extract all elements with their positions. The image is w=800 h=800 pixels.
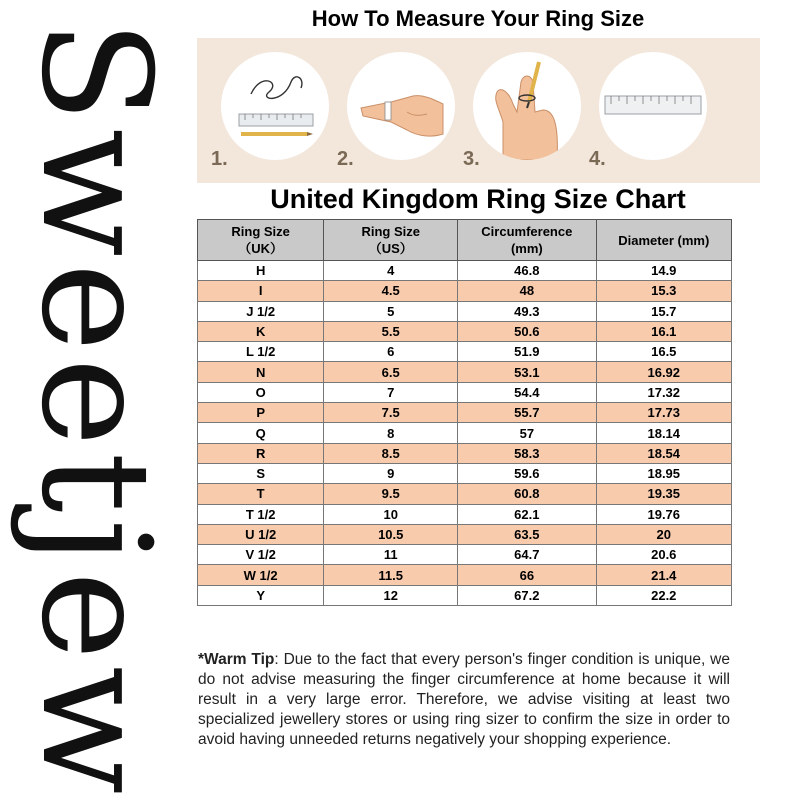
warm-tip-text: : Due to the fact that every person's finger condition is unique, we do not advise measuring the finger circumference at home because it will result in a very large error. Therefore, we advise visiting at least two specialized jewellery stores or using ring sizer to confirm the size in order to avoid having unneeded returns negatively your shopping experience. [198, 651, 730, 748]
header-us-line2: （US） [368, 241, 413, 256]
how-to-title: How To Measure Your Ring Size [311, 6, 645, 31]
step-3-number: 3. [463, 148, 480, 170]
cell-circumference: 64.7 [458, 545, 596, 565]
cell-ring-size-uk: H [198, 261, 324, 281]
cell-diameter: 17.32 [596, 382, 731, 402]
table-row [198, 403, 732, 423]
cell-ring-size-us: 10.5 [324, 524, 458, 544]
cell-circumference: 53.1 [458, 362, 596, 382]
step-2-number: 2. [337, 148, 354, 170]
cell-ring-size-us: 11.5 [324, 565, 458, 585]
cell-circumference: 46.8 [458, 261, 596, 281]
cell-circumference: 59.6 [458, 463, 596, 483]
table-row [198, 463, 732, 483]
cell-ring-size-uk: I [198, 281, 324, 301]
table-row [198, 281, 732, 301]
step-4-illustration [599, 52, 707, 160]
cell-diameter: 22.2 [596, 585, 731, 605]
cell-circumference: 60.8 [458, 484, 596, 504]
cell-ring-size-us: 8.5 [324, 443, 458, 463]
cell-diameter: 14.9 [596, 261, 731, 281]
cell-circumference: 49.3 [458, 301, 596, 321]
table-row [198, 321, 732, 341]
cell-ring-size-us: 5 [324, 301, 458, 321]
table-row [198, 342, 732, 362]
table-row [198, 524, 732, 544]
cell-ring-size-uk: U 1/2 [198, 524, 324, 544]
cell-diameter: 19.35 [596, 484, 731, 504]
header-circ-line2: (mm) [510, 241, 543, 256]
cell-ring-size-uk: O [198, 382, 324, 402]
table-row [198, 382, 732, 402]
header-uk-line1: Ring Size [231, 224, 290, 239]
cell-diameter: 15.3 [596, 281, 731, 301]
header-circumference [458, 220, 596, 261]
cell-circumference: 57 [458, 423, 596, 443]
cell-ring-size-uk: Q [198, 423, 324, 443]
table-row [198, 423, 732, 443]
cell-ring-size-us: 12 [324, 585, 458, 605]
cell-diameter: 15.7 [596, 301, 731, 321]
cell-circumference: 67.2 [458, 585, 596, 605]
cell-ring-size-uk: N [198, 362, 324, 382]
cell-diameter: 18.54 [596, 443, 731, 463]
table-row [198, 484, 732, 504]
header-ring-size-us [324, 220, 458, 261]
cell-ring-size-us: 5.5 [324, 321, 458, 341]
cell-ring-size-us: 10 [324, 504, 458, 524]
step-2 [337, 52, 457, 170]
header-uk-line2: （UK） [238, 241, 284, 256]
cell-diameter: 18.14 [596, 423, 731, 443]
cell-ring-size-uk: L 1/2 [198, 342, 324, 362]
cell-ring-size-uk: T 1/2 [198, 504, 324, 524]
cell-diameter: 21.4 [596, 565, 731, 585]
cell-diameter: 17.73 [596, 403, 731, 423]
cell-diameter: 19.76 [596, 504, 731, 524]
step-1-number: 1. [211, 148, 228, 170]
cell-circumference: 66 [458, 565, 596, 585]
header-us-line1: Ring Size [361, 224, 420, 239]
warm-tip [198, 650, 730, 750]
step-3-illustration [473, 52, 581, 160]
table-row [198, 443, 732, 463]
table-body [198, 261, 732, 606]
cell-ring-size-us: 4.5 [324, 281, 458, 301]
table-row [198, 504, 732, 524]
table-row [198, 585, 732, 605]
cell-ring-size-us: 7 [324, 382, 458, 402]
ring-size-table [197, 219, 732, 606]
warm-tip-label: *Warm Tip [198, 651, 275, 668]
cell-ring-size-us: 8 [324, 423, 458, 443]
cell-ring-size-uk: P [198, 403, 324, 423]
cell-circumference: 51.9 [458, 342, 596, 362]
cell-ring-size-uk: R [198, 443, 324, 463]
steps-panel [197, 38, 760, 183]
cell-circumference: 48 [458, 281, 596, 301]
step-1 [211, 52, 331, 170]
cell-circumference: 55.7 [458, 403, 596, 423]
step-4-number: 4. [589, 148, 606, 170]
cell-ring-size-uk: K [198, 321, 324, 341]
cell-circumference: 62.1 [458, 504, 596, 524]
cell-ring-size-uk: W 1/2 [198, 565, 324, 585]
cell-diameter: 16.92 [596, 362, 731, 382]
cell-ring-size-us: 6.5 [324, 362, 458, 382]
cell-ring-size-uk: Y [198, 585, 324, 605]
cell-ring-size-us: 7.5 [324, 403, 458, 423]
cell-ring-size-uk: V 1/2 [198, 545, 324, 565]
cell-ring-size-us: 6 [324, 342, 458, 362]
step-4 [589, 52, 709, 170]
header-diameter: Diameter (mm) [596, 220, 731, 261]
cell-diameter: 18.95 [596, 463, 731, 483]
header-circ-line1: Circumference [481, 224, 573, 239]
brand-name: Sweetjew [8, 19, 182, 800]
step-3 [463, 52, 583, 170]
table-row [198, 545, 732, 565]
cell-diameter: 16.1 [596, 321, 731, 341]
step-1-illustration [221, 52, 329, 160]
cell-ring-size-us: 9.5 [324, 484, 458, 504]
table-row [198, 301, 732, 321]
cell-diameter: 16.5 [596, 342, 731, 362]
cell-ring-size-us: 4 [324, 261, 458, 281]
cell-diameter: 20 [596, 524, 731, 544]
brand-logo [0, 0, 190, 800]
cell-ring-size-uk: J 1/2 [198, 301, 324, 321]
cell-ring-size-us: 9 [324, 463, 458, 483]
cell-ring-size-us: 11 [324, 545, 458, 565]
step-2-illustration [347, 52, 455, 160]
table-row [198, 261, 732, 281]
header-ring-size-uk [198, 220, 324, 261]
chart-title: United Kingdom Ring Size Chart [270, 184, 686, 214]
cell-circumference: 58.3 [458, 443, 596, 463]
cell-circumference: 63.5 [458, 524, 596, 544]
table-header-row [198, 220, 732, 261]
cell-ring-size-uk: T [198, 484, 324, 504]
table-row [198, 362, 732, 382]
table-row [198, 565, 732, 585]
cell-circumference: 54.4 [458, 382, 596, 402]
cell-diameter: 20.6 [596, 545, 731, 565]
cell-circumference: 50.6 [458, 321, 596, 341]
cell-ring-size-uk: S [198, 463, 324, 483]
